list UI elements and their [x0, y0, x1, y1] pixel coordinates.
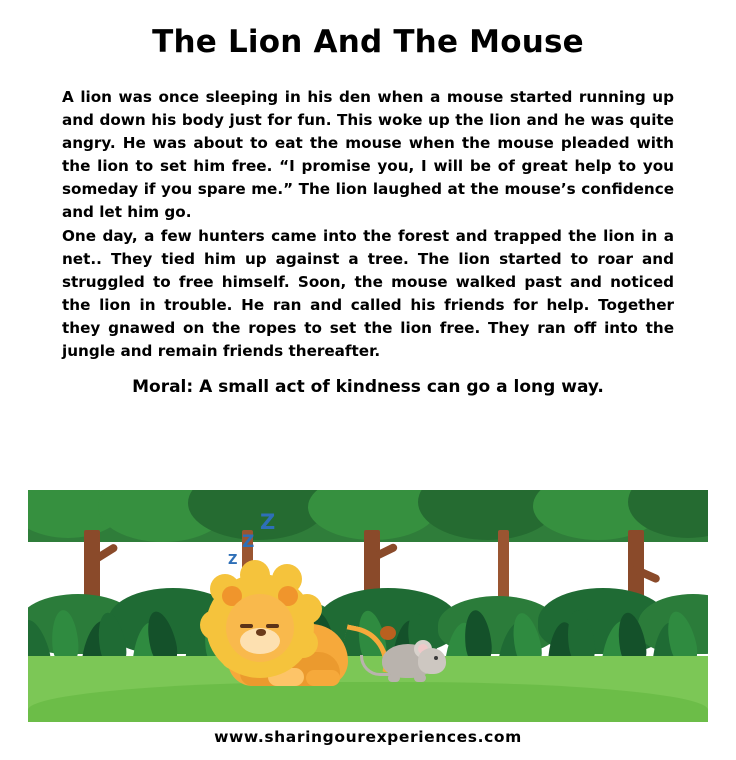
site-url: www.sharingourexperiences.com: [214, 728, 522, 746]
mouse-head-icon: [418, 648, 446, 674]
sleep-z-icon: Z: [242, 532, 255, 552]
mouse-illustration: [374, 630, 450, 682]
mouse-leg-icon: [414, 674, 426, 682]
mouse-eye-icon: [434, 656, 438, 660]
lion-eye-icon: [266, 624, 279, 628]
lion-paw-icon: [306, 670, 340, 686]
sleep-z-icon: Z: [260, 510, 276, 534]
lion-eye-icon: [240, 624, 253, 628]
mouse-leg-icon: [388, 674, 400, 682]
story-paragraph-1: A lion was once sleeping in his den when a mouse started running up and down his body just for fun. This woke up the lion and he was quite angry. He was about to eat the mouse when the mouse pleaded with the lion to set him free. “I promise you, I will be of great help to you someday if you spare me.” The lion laughed at the mouse’s confidence and let him go.: [62, 88, 674, 222]
story-page: [0, 24, 736, 760]
page-title: The Lion And The Mouse: [152, 24, 584, 60]
lion-nose-icon: [256, 629, 266, 636]
story-moral: Moral: A small act of kindness can go a long way.: [132, 377, 604, 398]
jungle-illustration: [28, 490, 708, 722]
story-paragraph-2: One day, a few hunters came into the forest and trapped the lion in a net.. They tied him up against a tree. The lion started to roar and struggled to free himself. Soon, the mouse walked past and noticed the lion in trouble. He ran and called his friends for help. Together they gnawed on the ropes to set the lion free. They ran off into the jungle and remain friends thereafter.: [62, 226, 674, 361]
lion-illustration: [206, 510, 366, 686]
story-text: [62, 86, 674, 363]
sleep-z-icon: Z: [228, 553, 238, 568]
